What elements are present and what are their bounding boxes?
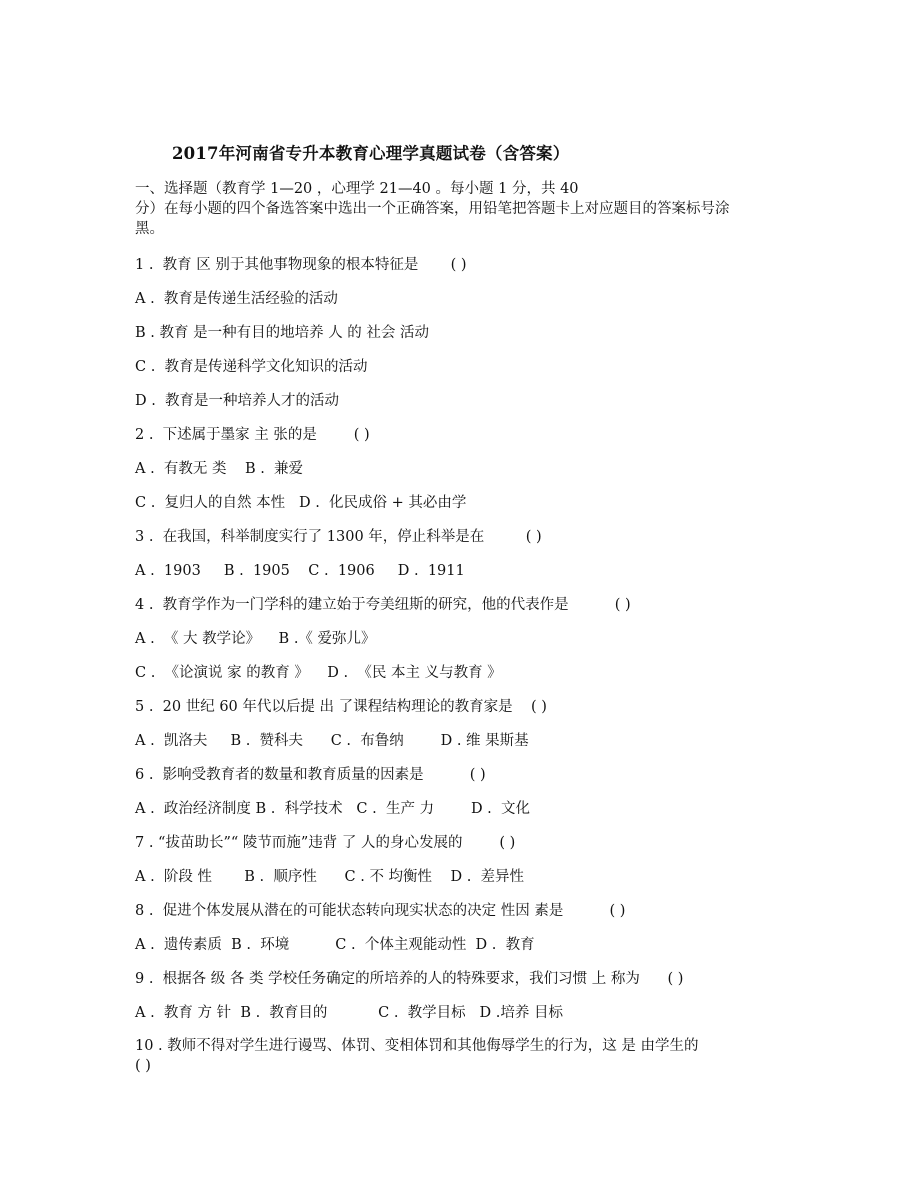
option-line: D . 教育是一种培养人才的活动 xyxy=(135,393,340,409)
instructions-line: 黑。 xyxy=(135,221,164,237)
section-instructions xyxy=(135,179,785,239)
option-line: A . 遗传素质 B . 环境 C . 个体主观能动性 D . 教育 xyxy=(135,937,535,953)
option-line: C . 《论演说 家 的教育 》 D . 《民 本主 义与教育 》 xyxy=(135,665,502,681)
option-line: B . 教育 是一种有目的地培养 人 的 社会 活动 xyxy=(135,325,430,341)
option-line: A . 凯洛夫 B . 赞科夫 C . 布鲁纳 D . 维 果斯基 xyxy=(135,733,529,749)
question-10 xyxy=(135,1036,699,1076)
question-4: 4 . 教育学作为一门学科的建立始于夸美纽斯的研究，他的代表作是 ( ) xyxy=(135,597,631,613)
instructions-line: 一、选择题（教育学 1—20 ，心理学 21—40 。每小题 1 分，共 40 xyxy=(135,181,579,197)
question-10-blank: ( ) xyxy=(135,1058,151,1074)
question-8: 8 . 促进个体发展从潜在的可能状态转向现实状态的决定 性因 素是 ( ) xyxy=(135,903,626,919)
question-2: 2 . 下述属于墨家 主 张的是 ( ) xyxy=(135,427,370,443)
option-line: C . 复归人的自然 本性 D . 化民成俗 + 其必由学 xyxy=(135,495,467,511)
option-line: C . 教育是传递科学文化知识的活动 xyxy=(135,359,368,375)
option-line: A . 教育 方 针 B . 教育目的 C . 教学目标 D .培养 目标 xyxy=(135,1005,563,1021)
option-line: A . 《 大 教学论》 B .《 爱弥儿》 xyxy=(135,631,376,647)
question-6: 6 . 影响受教育者的数量和教育质量的因素是 ( ) xyxy=(135,767,486,783)
option-line: A . 有教无 类 B . 兼爱 xyxy=(135,461,304,477)
question-7: 7 . “拔苗助长”“ 陵节而施”违背 了 人的身心发展的 ( ) xyxy=(135,835,516,851)
question-3: 3 . 在我国，科举制度实行了 1300 年，停止科举是在 ( ) xyxy=(135,529,542,545)
option-line: A . 政治经济制度 B . 科学技术 C . 生产 力 D . 文化 xyxy=(135,801,531,817)
option-line: A . 教育是传递生活经验的活动 xyxy=(135,291,338,307)
question-9: 9 . 根据各 级 各 类 学校任务确定的所培养的人的特殊要求，我们习惯 上 称为 ( ) xyxy=(135,971,684,987)
page-title: 2017年河南省专升本教育心理学真题试卷（含答案） xyxy=(172,144,570,163)
question-10-line: 10 . 教师不得对学生进行谩骂、体罚、变相体罚和其他侮辱学生的行为，这 是 由学生的 xyxy=(135,1038,699,1054)
option-line: A . 1903 B . 1905 C . 1906 D . 1911 xyxy=(135,563,465,579)
option-line: A . 阶段 性 B . 顺序性 C . 不 均衡性 D . 差异性 xyxy=(135,869,525,885)
question-1: 1 . 教育 区 别于其他事物现象的根本特征是 ( ) xyxy=(135,257,467,273)
instructions-line: 分）在每小题的四个备选答案中选出一个正确答案，用铅笔把答题卡上对应题目的答案标号涂 xyxy=(135,201,730,217)
question-5: 5 . 20 世纪 60 年代以后提 出 了课程结构理论的教育家是 ( ) xyxy=(135,699,547,715)
